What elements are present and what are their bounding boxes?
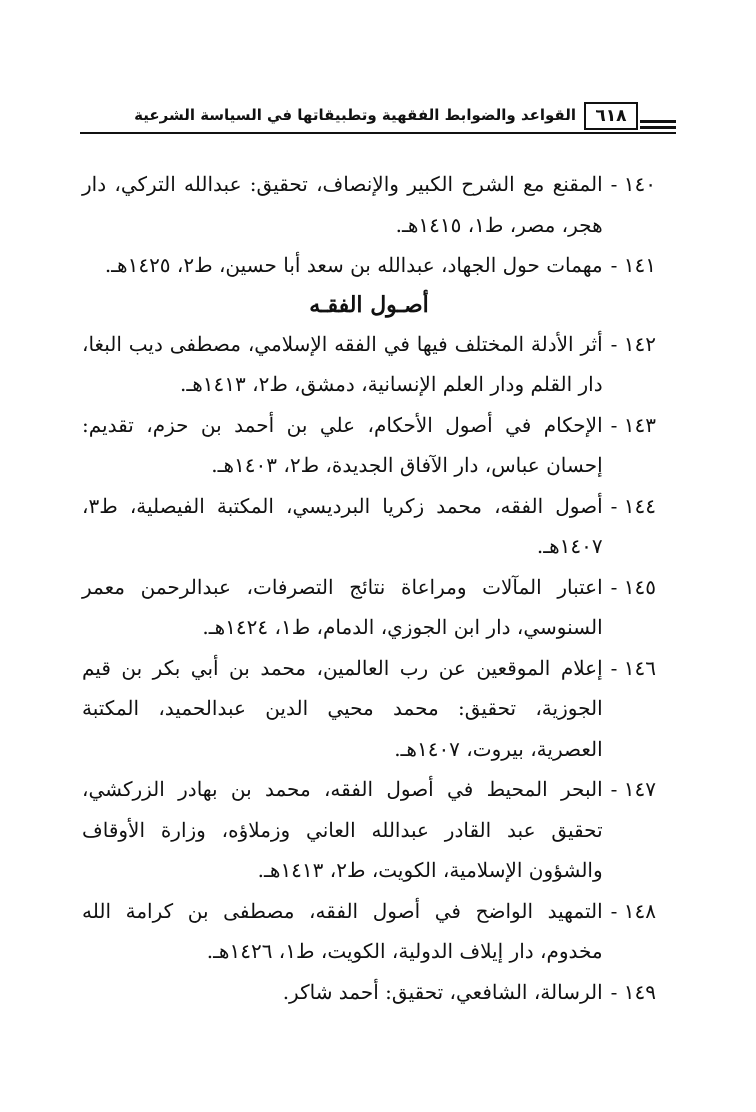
bibliography-entry — [82, 567, 656, 648]
entry-text: الرسالة، الشافعي، تحقيق: أحمد شاكر. — [282, 979, 603, 1004]
entry-text: أصول الفقه، محمد زكريا البرديسي، المكتبة الفيصلية، ط٣، ١٤٠٧هـ. — [82, 493, 603, 558]
running-header-title: القواعد والضوابط الفقهية وتطبيقاتها في السياسة الشرعية — [134, 106, 576, 124]
entry-number: ١٤٣ - — [610, 412, 656, 437]
entry-text: مهمات حول الجهاد، عبدالله بن سعد أبا حسين، ط٢، ١٤٢٥هـ. — [104, 253, 603, 277]
entry-number: ١٤٨ - — [610, 898, 656, 923]
bibliography-entry — [82, 486, 656, 567]
page-number: ٦١٨ — [584, 102, 638, 130]
entry-number: ١٤٤ - — [610, 493, 656, 518]
entry-number: ١٤٩ - — [610, 979, 656, 1004]
header-rule — [80, 132, 676, 134]
bibliography-entry — [82, 405, 656, 486]
bibliography-list — [82, 164, 656, 1012]
entry-text: التمهيد الواضح في أصول الفقه، مصطفى بن كرامة الله مخدوم، دار إيلاف الدولية، الكويت، ط١، ١٤٢٦هـ. — [82, 898, 603, 963]
entry-number: ١٤٥ - — [610, 574, 656, 599]
entry-text: أثر الأدلة المختلف فيها في الفقه الإسلامي، مصطفى ديب البغا، دار القلم ودار العلم الإنسانية، دمشق، ط٢، ١٤١٣هـ. — [82, 331, 603, 396]
entry-number: ١٤٧ - — [610, 777, 656, 801]
entry-number: ١٤٠ - — [610, 172, 656, 196]
bibliography-entry — [82, 891, 656, 972]
bibliography-entry — [82, 972, 656, 1013]
bibliography-entry — [82, 648, 656, 770]
entry-text: إعلام الموقعين عن رب العالمين، محمد بن أبي بكر بن قيم الجوزية، تحقيق: محمد محيي الدين عبدالحميد، المكتبة العصرية، بيروت، ١٤٠٧هـ. — [82, 655, 603, 761]
bibliography-entry — [82, 164, 656, 245]
running-header — [80, 100, 676, 142]
entry-text: اعتبار المآلات ومراعاة نتائج التصرفات، عبدالرحمن معمر السنوسي، دار ابن الجوزي، الدمام، ط١، ١٤٢٤هـ. — [82, 574, 603, 639]
bibliography-entry — [82, 324, 656, 405]
bibliography-entry — [82, 245, 656, 286]
entry-text: الإحكام في أصول الأحكام، علي بن أحمد بن حزم، تقديم: إحسان عباس، دار الآفاق الجديدة، ط٢، ١٤٠٣هـ. — [82, 412, 603, 477]
header-ornament-dash — [640, 126, 676, 129]
section-heading: أصـول الفقـه — [309, 291, 429, 318]
entry-number: ١٤١ - — [610, 253, 656, 277]
entry-number: ١٤٢ - — [610, 331, 656, 356]
bibliography-entry — [82, 769, 656, 891]
entry-text: البحر المحيط في أصول الفقه، محمد بن بهادر الزركشي، تحقيق عبد القادر عبدالله العاني وزملاؤه، وزارة الأوقاف والشؤون الإسلامية، الكويت، ط٢، ١٤١٣هـ. — [82, 777, 603, 882]
entry-text: المقنع مع الشرح الكبير والإنصاف، تحقيق: عبدالله التركي، دار هجر، مصر، ط١، ١٤١٥هـ. — [82, 172, 603, 237]
entry-number: ١٤٦ - — [610, 655, 656, 680]
header-ornament-dash — [640, 120, 676, 123]
